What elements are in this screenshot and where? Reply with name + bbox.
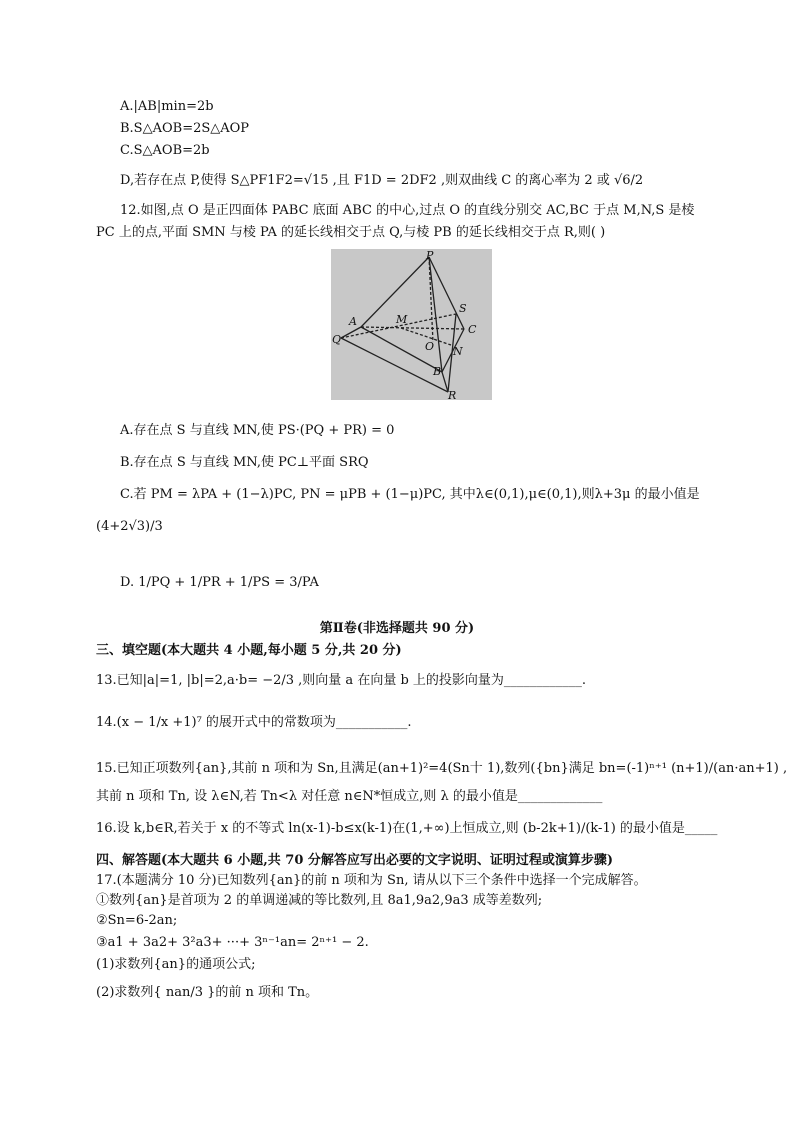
q17-condition-2: ②Sn=6-2an; xyxy=(96,913,178,928)
label-a: A xyxy=(349,315,357,328)
choice-12-d: D. 1/PQ + 1/PR + 1/PS = 3/PA xyxy=(120,575,319,590)
q15-line2: 其前 n 项和 Tn, 设 λ∈N,若 Tn<λ 对任意 n∈N*恒成立,则 λ 的最小值是_____________ xyxy=(96,789,603,804)
part4-heading: 四、解答题(本大题共 6 小题,共 70 分解答应写出必要的文字说明、证明过程或演算步骤) xyxy=(96,853,614,868)
label-r: R xyxy=(448,389,457,400)
q17-part-2: (2)求数列{ nan/3 }的前 n 项和 Tn。 xyxy=(96,985,319,1000)
q15-line1: 15.已知正项数列{an},其前 n 项和为 Sn,且满足(an+1)²=4(Sn十 1),数列({bn}满足 bn=(-1)ⁿ⁺¹ (n+1)/(an·an+1) , xyxy=(96,761,788,776)
q17-part-1: (1)求数列{an}的通项公式; xyxy=(96,957,256,972)
q12-stem: 12.如图,点 O 是正四面体 PABC 底面 ABC 的中心,过点 O 的直线分别交 AC,BC 于点 M,N,S 是棱 PC 上的点,平面 SMN 与棱 PA 的延长线相交于点 Q,与棱 PB 的延长线相交于点 R,则( ) xyxy=(96,203,695,240)
choice-12-a: A.存在点 S 与直线 MN,使 PS·(PQ + PR) = 0 xyxy=(120,423,395,438)
label-o: O xyxy=(425,340,435,353)
label-m: M xyxy=(396,313,408,326)
q17-condition-1: ①数列{an}是首项为 2 的单调递减的等比数列,且 8a1,9a2,9a3 成等差数列; xyxy=(96,893,543,908)
label-b: B xyxy=(433,365,442,378)
choice-11-d: D,若存在点 P,使得 S△PF1F2=√15 ,且 F1D = 2DF2 ,则双曲线 C 的离心率为 2 或 √6/2 xyxy=(120,173,644,188)
q14: 14.(x − 1/x +1)⁷ 的展开式中的常数项为___________. xyxy=(96,715,412,730)
edge-pb xyxy=(429,257,442,372)
q17-stem: 17.(本题满分 10 分)已知数列{an}的前 n 项和为 Sn, 请从以下三个条件中选择一个完成解答。 xyxy=(96,873,647,888)
label-s: S xyxy=(459,302,467,315)
q13: 13.已知|a|=1, |b|=2,a·b= −2/3 ,则向量 a 在向量 b 上的投影向量为____________. xyxy=(96,673,587,688)
edge-ac xyxy=(361,327,464,329)
choice-11-a: A.|AB|min=2b xyxy=(120,99,214,114)
tetrahedron-diagram xyxy=(331,249,492,400)
label-c: C xyxy=(468,323,477,336)
choice-12-b: B.存在点 S 与直线 MN,使 PC⊥平面 SRQ xyxy=(120,455,369,470)
label-q: Q xyxy=(332,333,342,346)
tetrahedron-figure xyxy=(331,249,492,400)
section-title: 第Ⅱ卷(非选择题共 90 分) xyxy=(319,621,475,636)
choice-12-c-value: (4+2√3)/3 xyxy=(96,519,163,534)
label-n: N xyxy=(453,345,463,358)
label-p: P xyxy=(426,249,434,262)
edge-pa xyxy=(361,257,429,327)
choice-11-b: B.S△AOB=2S△AOP xyxy=(120,121,250,136)
q16: 16.设 k,b∈R,若关于 x 的不等式 ln(x-1)-b≤x(k-1)在(1,+∞)上恒成立,则 (b-2k+1)/(k-1) 的最小值是_____ xyxy=(96,821,718,836)
choice-11-c: C.S△AOB=2b xyxy=(120,143,210,158)
choice-12-c: C.若 PM = λPA + (1−λ)PC, PN = μPB + (1−μ)PC, 其中λ∈(0,1),μ∈(0,1),则λ+3μ 的最小值是 xyxy=(120,487,700,502)
part3-heading: 三、填空题(本大题共 4 小题,每小题 5 分,共 20 分) xyxy=(96,643,402,658)
q17-condition-3: ③a1 + 3a2+ 3²a3+ ···+ 3ⁿ⁻¹an= 2ⁿ⁺¹ − 2. xyxy=(96,935,369,950)
